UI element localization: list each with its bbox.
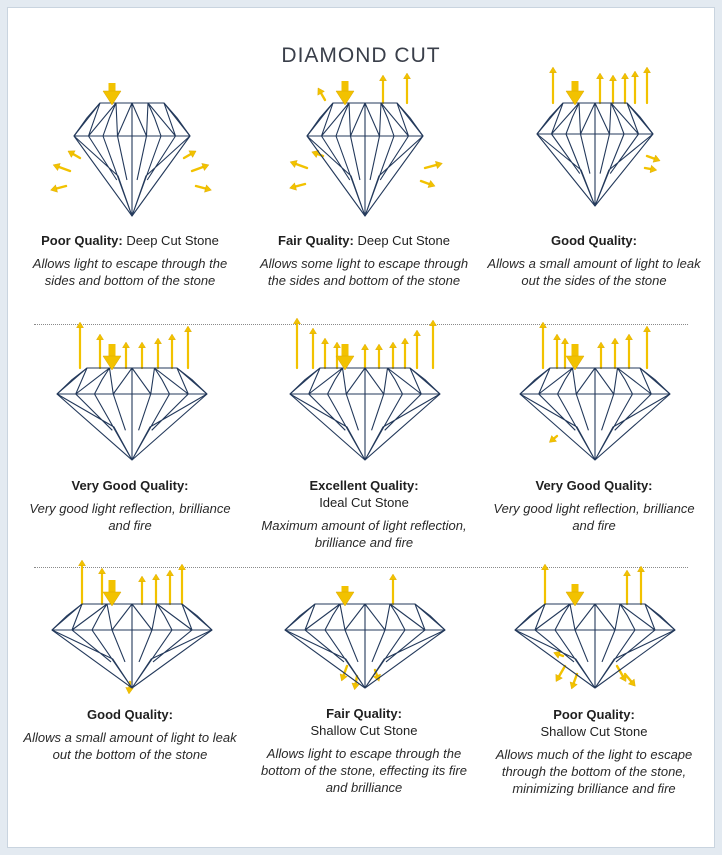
diamond-good-bottom-illustration — [42, 570, 222, 720]
crown-facets — [57, 368, 207, 394]
pavilion-facets — [307, 136, 423, 216]
escaping-light-arrow — [290, 183, 297, 190]
page-title: DIAMOND CUT — [281, 44, 441, 67]
description: Very good light reflection, brilliance and fire — [29, 501, 231, 533]
reflected-light-arrow — [379, 75, 386, 81]
caption-good-bottom — [20, 706, 240, 763]
crown-facets — [307, 103, 423, 136]
pavilion-facets — [515, 630, 675, 688]
description: Allows light to escape through the sides and bottom of the stone — [32, 256, 228, 288]
caption-very-good — [20, 477, 240, 534]
row-divider — [34, 567, 688, 568]
reflected-light-arrow — [152, 574, 159, 580]
reflected-light-arrow — [122, 342, 129, 348]
quality-label: Poor Quality: — [553, 707, 635, 722]
pavilion-facets — [57, 394, 207, 460]
caption-good-sides — [484, 232, 704, 289]
reflected-light-arrow — [154, 338, 161, 344]
caption-poor-deep — [20, 232, 240, 289]
crown-facets — [520, 368, 670, 394]
pavilion-facets — [74, 136, 190, 216]
escaping-light-arrow — [51, 185, 58, 192]
diamond-poor-shallow-illustration — [505, 570, 685, 720]
reflected-light-arrow — [138, 576, 145, 582]
quality-label: Very Good Quality: — [71, 478, 189, 493]
quality-label: Very Good Quality: — [535, 478, 653, 493]
escaping-light-arrow — [352, 683, 360, 690]
diamond-fair-shallow-illustration — [275, 570, 455, 720]
reflected-light-arrow — [168, 334, 175, 340]
diamond-excellent-illustration — [275, 330, 455, 480]
diamond-very-good-illustration — [505, 330, 685, 480]
crown-facets — [74, 103, 190, 136]
diamond-fair-deep-illustration — [275, 76, 455, 226]
row-divider — [34, 324, 688, 325]
description: Very good light reflection, brilliance and fire — [493, 501, 695, 533]
description: Allows much of the light to escape through the bottom of the stone, minimizing brilliance and fire — [495, 747, 693, 796]
diamond-poor-deep-illustration — [42, 76, 222, 226]
description: Allows a small amount of light to leak out the sides of the stone — [487, 256, 701, 288]
escaping-light-arrow — [204, 185, 211, 192]
reflected-light-arrow — [623, 570, 630, 576]
diamond-good-sides-illustration — [505, 76, 685, 226]
reflected-light-arrow — [609, 75, 616, 81]
reflected-light-arrow — [597, 342, 604, 348]
caption-fair-deep — [254, 232, 474, 289]
cut-label: Ideal Cut Stone — [319, 495, 409, 510]
diamond-very-good-illustration — [42, 330, 222, 480]
reflected-light-arrow — [389, 574, 396, 580]
caption-poor-shallow — [484, 706, 704, 797]
quality-label: Fair Quality: — [278, 233, 354, 248]
quality-label: Poor Quality: — [41, 233, 123, 248]
crown-facets — [537, 103, 653, 134]
reflected-light-arrow — [611, 338, 618, 344]
reflected-light-arrow — [375, 344, 382, 350]
reflected-light-arrow — [96, 334, 103, 340]
escaping-light-arrow — [650, 165, 657, 173]
reflected-light-arrow — [361, 344, 368, 350]
crown-facets — [285, 604, 445, 630]
pavilion-facets — [52, 630, 212, 688]
crown-facets — [290, 368, 440, 394]
crown-facets — [515, 604, 675, 630]
pavilion-facets — [520, 394, 670, 460]
reflected-light-arrow — [166, 570, 173, 576]
description: Maximum amount of light reflection, brilliance and fire — [261, 518, 467, 550]
caption-fair-shallow — [254, 705, 474, 796]
description: Allows some light to escape through the sides and bottom of the stone — [259, 256, 469, 288]
quality-label: Excellent Quality: — [309, 478, 419, 493]
reflected-light-arrow — [553, 334, 560, 340]
caption-excellent — [254, 477, 474, 551]
cut-label: Deep Cut Stone — [357, 233, 450, 248]
crown-facets — [52, 604, 212, 630]
caption-very-good — [484, 477, 704, 534]
pavilion-facets — [285, 630, 445, 688]
quality-label: Good Quality: — [87, 707, 173, 722]
description: Allows light to escape through the bottom of the stone, effecting its fire and brilliance — [261, 746, 467, 795]
reflected-light-arrow — [413, 330, 420, 336]
reflected-light-arrow — [138, 342, 145, 348]
cut-label: Deep Cut Stone — [126, 233, 219, 248]
pavilion-facets — [537, 134, 653, 206]
quality-label: Good Quality: — [551, 233, 637, 248]
reflected-light-arrow — [333, 342, 340, 348]
reflected-light-arrow — [625, 334, 632, 340]
description: Allows a small amount of light to leak out the bottom of the stone — [23, 730, 237, 762]
cut-label: Shallow Cut Stone — [540, 724, 648, 739]
reflected-light-arrow — [389, 342, 396, 348]
reflected-light-arrow — [561, 338, 568, 344]
escaping-light-arrow — [435, 161, 442, 168]
reflected-light-arrow — [321, 338, 328, 344]
pavilion-facets — [290, 394, 440, 460]
quality-label: Fair Quality: — [326, 706, 402, 721]
reflected-light-arrow — [401, 338, 408, 344]
cut-label: Shallow Cut Stone — [310, 723, 418, 738]
